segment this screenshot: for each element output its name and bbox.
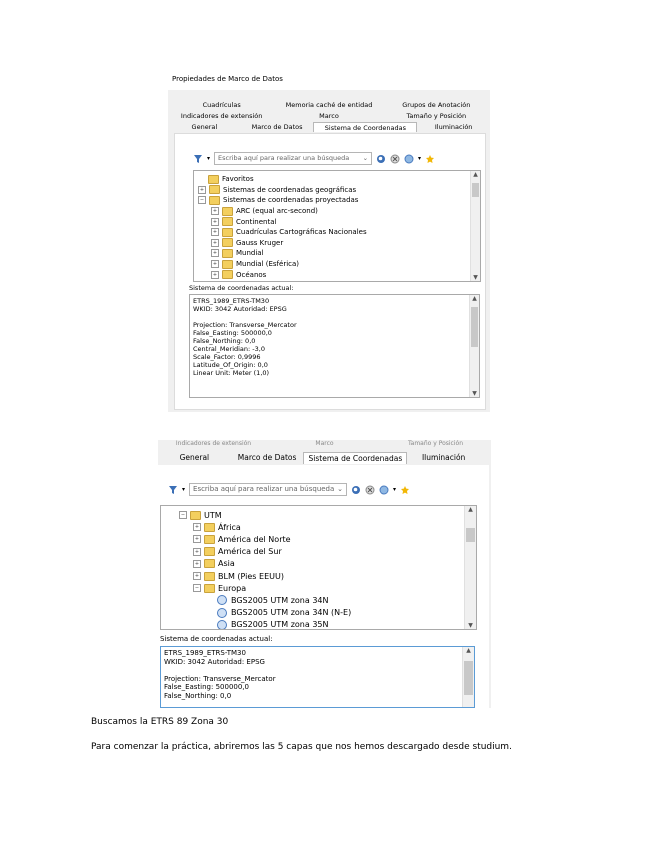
tree-item-label: BGS2005 UTM zona 34N (N-E)	[231, 608, 352, 618]
screenshot-dialog-1	[168, 72, 490, 412]
collapse-icon[interactable]: −	[194, 585, 200, 592]
tree-item[interactable]	[211, 238, 283, 249]
folder-icon	[208, 175, 219, 184]
tree-item-label: Sistemas de coordenadas proyectadas	[223, 196, 359, 205]
scroll-down-arrow[interactable]: ▼	[472, 390, 477, 397]
tree-item-label: Cuadrículas Cartográficas Nacionales	[236, 228, 367, 237]
tree-item[interactable]	[193, 570, 284, 582]
collapse-icon[interactable]: −	[180, 512, 186, 519]
expand-icon[interactable]: +	[199, 186, 205, 193]
folder-icon	[204, 535, 215, 544]
search-input[interactable]	[189, 483, 347, 496]
scroll-down-arrow[interactable]: ▼	[473, 274, 478, 281]
search-input[interactable]	[214, 152, 372, 165]
tree-item-label: Sistemas de coordenadas geográficas	[223, 185, 357, 194]
folder-icon	[222, 249, 233, 258]
search-dropdown-icon[interactable]: ⌄	[337, 485, 344, 493]
textbox-scrollbar[interactable]	[462, 647, 474, 707]
toolbar	[168, 483, 410, 496]
clear-search-icon[interactable]	[390, 154, 400, 164]
tree-item-label: Océanos	[236, 270, 267, 279]
tab-iluminacion[interactable]: Iluminación	[421, 453, 466, 462]
folder-icon	[190, 511, 201, 520]
folder-icon	[204, 523, 215, 532]
tree-item[interactable]	[193, 558, 235, 570]
coordinate-tree[interactable]	[160, 505, 477, 630]
tree-item-label: BGS2005 UTM zona 34N	[231, 595, 329, 605]
expand-icon[interactable]: +	[212, 218, 218, 225]
collapse-icon[interactable]: −	[199, 197, 205, 204]
tree-item-label: BGS2005 UTM zona 35N	[231, 620, 329, 630]
globe-add-icon[interactable]	[379, 485, 389, 495]
current-system-label: Sistema de coordenadas actual:	[160, 635, 273, 643]
tab-row-3	[168, 122, 490, 132]
current-system-textbox[interactable]	[160, 646, 475, 708]
tree-item[interactable]	[211, 248, 264, 259]
search-icon[interactable]	[351, 485, 361, 495]
tree-item[interactable]	[193, 546, 282, 558]
tree-item-label: ARC (equal arc-second)	[236, 207, 318, 216]
tab-row	[158, 452, 480, 464]
folder-icon	[204, 584, 215, 593]
tab-tamano-faded[interactable]: Tamaño y Posición	[407, 440, 464, 447]
folder-icon	[222, 238, 233, 247]
folder-icon	[222, 228, 233, 237]
tree-item-label: América del Norte	[218, 534, 291, 544]
folder-icon	[204, 547, 215, 556]
tab-row-1	[168, 100, 490, 110]
tab-row-2	[168, 111, 490, 121]
search-icon[interactable]	[376, 154, 386, 164]
folder-icon	[222, 217, 233, 226]
scroll-thumb[interactable]	[466, 528, 475, 542]
toolbar	[193, 152, 435, 165]
tab-memoria-cache[interactable]: Memoria caché de entidad	[285, 101, 373, 109]
current-system-text: ETRS_1989_ETRS-TM30 WKID: 3042 Autoridad: EPSG Projection: Transverse_Mercator False_Easting: 500000,0 False_Northing: 0,0	[164, 649, 276, 700]
tree-item-label: Asia	[218, 559, 235, 569]
folder-icon	[222, 260, 233, 269]
dialog-frame	[168, 90, 490, 412]
expand-icon[interactable]: +	[212, 271, 218, 278]
scroll-thumb[interactable]	[472, 183, 479, 197]
favorite-star-icon[interactable]	[425, 154, 435, 164]
scroll-up-arrow[interactable]: ▲	[466, 647, 471, 654]
folder-icon	[209, 185, 220, 194]
scroll-thumb[interactable]	[471, 307, 478, 347]
tab-general[interactable]: General	[191, 123, 218, 131]
globe-add-icon[interactable]	[404, 154, 414, 164]
tree-item[interactable]	[211, 206, 318, 217]
screenshot-dialog-2	[158, 440, 491, 708]
filter-icon[interactable]	[168, 485, 178, 495]
favorite-star-icon[interactable]	[400, 485, 410, 495]
tree-item[interactable]	[198, 185, 356, 196]
tab-row-faded	[158, 440, 491, 448]
expand-icon[interactable]: +	[212, 250, 218, 257]
tree-scrollbar[interactable]	[464, 506, 476, 629]
tree-item[interactable]	[207, 594, 329, 606]
search-placeholder: Escriba aquí para realizar una búsqueda	[193, 485, 335, 493]
tab-content	[174, 133, 486, 410]
tree-item[interactable]	[193, 521, 241, 533]
tree-item-label: Mundial (Esférica)	[236, 260, 300, 269]
tab-general[interactable]: General	[179, 453, 210, 462]
search-dropdown-icon[interactable]: ⌄	[362, 154, 369, 162]
tree-item-label: Continental	[236, 217, 277, 226]
expand-icon[interactable]: +	[212, 208, 218, 215]
current-system-text: ETRS_1989_ETRS-TM30 WKID: 3042 Autoridad: EPSG Projection: Transverse_Mercator False_Easting: 500000,0 False_Northing: 0,0 Central_Meridian: -3,0 Scale_Factor: 0,9996 Latitude_Of_Origin: 0,0 Linear Unit: Meter (1,0)	[193, 297, 297, 377]
expand-icon[interactable]: +	[194, 536, 200, 543]
scroll-thumb[interactable]	[464, 661, 473, 695]
tree-item[interactable]	[198, 195, 358, 206]
dialog-title: Propiedades de Marco de Datos	[172, 75, 283, 83]
folder-icon	[222, 270, 233, 279]
body-line-2: Para comenzar la práctica, abriremos las 5 capas que nos hemos descargado desde studium.	[91, 742, 512, 752]
tree-item-label: África	[218, 522, 241, 532]
filter-dropdown-arrow[interactable]: ▾	[207, 155, 211, 162]
tree-item[interactable]	[211, 259, 299, 270]
tab-sistema-coordenadas[interactable]: Sistema de Coordenadas	[303, 452, 407, 464]
tab-marco-faded[interactable]: Marco	[315, 440, 334, 447]
folder-icon	[204, 572, 215, 581]
tree-item[interactable]	[211, 216, 276, 227]
tab-sistema-coordenadas[interactable]: Sistema de Coordenadas	[313, 122, 417, 132]
tree-item-label: Favoritos	[222, 175, 254, 184]
tree-item-label: Mundial	[236, 249, 264, 258]
expand-icon[interactable]: +	[194, 524, 200, 531]
scroll-up-arrow[interactable]: ▲	[472, 295, 477, 302]
tree-item[interactable]	[211, 227, 367, 238]
tree-item-label: UTM	[204, 510, 222, 520]
globe-icon	[217, 620, 227, 630]
textbox-scrollbar[interactable]	[469, 295, 479, 397]
tree-item-label: Gauss Kruger	[236, 238, 284, 247]
current-system-label: Sistema de coordenadas actual:	[189, 284, 294, 292]
globe-icon	[217, 595, 227, 605]
tab-content	[158, 465, 489, 708]
scroll-down-arrow[interactable]: ▼	[468, 622, 473, 629]
tab-tamano-posicion[interactable]: Tamaño y Posición	[406, 112, 467, 120]
tree-item[interactable]	[179, 509, 222, 521]
tree-item[interactable]	[198, 174, 254, 185]
folder-icon	[222, 207, 233, 216]
clear-search-icon[interactable]	[365, 485, 375, 495]
globe-dropdown-arrow[interactable]: ▾	[418, 155, 422, 162]
tab-marco[interactable]: Marco	[319, 112, 339, 120]
coordinate-tree[interactable]	[193, 170, 481, 282]
tab-indicadores-faded[interactable]: Indicadores de extensión	[175, 440, 252, 447]
filter-dropdown-arrow[interactable]: ▾	[182, 486, 186, 493]
tree-item-label: BLM (Pies EEUU)	[218, 571, 284, 581]
folder-icon	[204, 559, 215, 568]
tab-marco-de-datos[interactable]: Marco de Datos	[251, 123, 303, 131]
body-line-1: Buscamos la ETRS 89 Zona 30	[91, 717, 229, 727]
tree-scrollbar[interactable]	[470, 171, 480, 281]
filter-icon[interactable]	[193, 154, 203, 164]
tree-item-label: América del Sur	[218, 547, 282, 557]
globe-dropdown-arrow[interactable]: ▾	[393, 486, 397, 493]
tab-iluminacion[interactable]: Iluminación	[434, 123, 473, 131]
tab-cuadriculas[interactable]: Cuadrículas	[202, 101, 241, 109]
folder-icon	[209, 196, 220, 205]
expand-icon[interactable]: +	[212, 229, 218, 236]
tree-item[interactable]	[193, 533, 291, 545]
tab-indicadores[interactable]: Indicadores de extensión	[180, 112, 263, 120]
expand-icon[interactable]: +	[212, 239, 218, 246]
tree-item[interactable]	[193, 582, 246, 594]
search-placeholder: Escriba aquí para realizar una búsqueda	[218, 154, 350, 162]
current-system-textbox[interactable]	[189, 294, 480, 398]
tree-item[interactable]	[207, 619, 329, 630]
scroll-up-arrow[interactable]: ▲	[468, 506, 473, 513]
expand-icon[interactable]: +	[194, 548, 200, 555]
tree-item[interactable]	[207, 607, 351, 619]
tab-marco-de-datos[interactable]: Marco de Datos	[237, 453, 297, 462]
tree-item[interactable]	[211, 269, 266, 280]
globe-icon	[217, 608, 227, 618]
expand-icon[interactable]: +	[212, 261, 218, 268]
scroll-up-arrow[interactable]: ▲	[473, 171, 478, 178]
expand-icon[interactable]: +	[194, 573, 200, 580]
tab-grupos-anotacion[interactable]: Grupos de Anotación	[402, 101, 471, 109]
expand-icon[interactable]: +	[194, 560, 200, 567]
tree-item-label: Europa	[218, 583, 247, 593]
